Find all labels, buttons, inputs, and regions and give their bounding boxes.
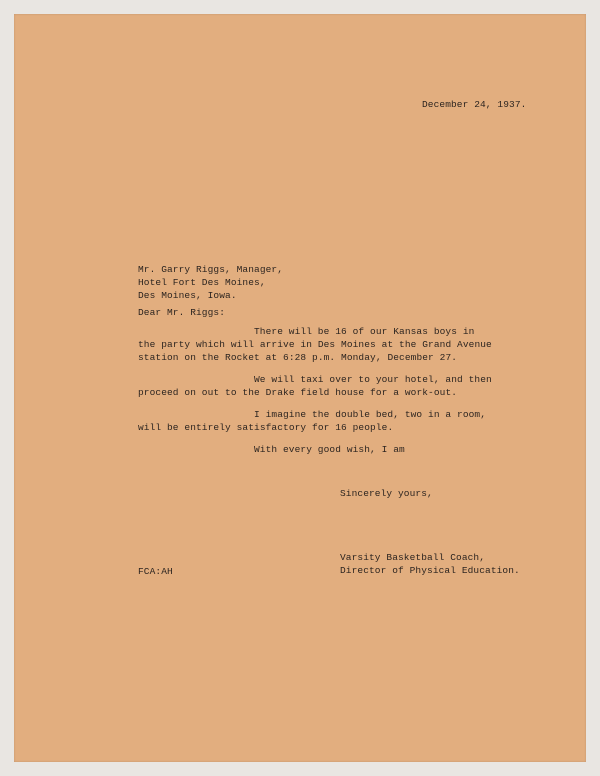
paragraph-4-line: With every good wish, I am xyxy=(254,444,405,455)
signature-block xyxy=(340,551,520,577)
reference-initials: FCA:AH xyxy=(138,566,173,577)
signature-title: Varsity Basketball Coach, xyxy=(340,552,486,563)
letter-date: December 24, 1937. xyxy=(422,99,527,110)
paragraph-gap xyxy=(138,399,492,408)
paragraph-1-line: There will be 16 of our Kansas boys in xyxy=(254,326,475,337)
paragraph-3-line: will be entirely satisfactory for 16 people. xyxy=(138,422,394,433)
paragraph-1-line: the party which will arrive in Des Moines at the Grand Avenue xyxy=(138,339,492,350)
paragraph-1-line: station on the Rocket at 6:28 p.m. Monday, December 27. xyxy=(138,352,458,363)
signature-title: Director of Physical Education. xyxy=(340,565,520,576)
address-line: Mr. Garry Riggs, Manager, xyxy=(138,264,284,275)
paragraph-gap xyxy=(138,434,492,443)
letter-body xyxy=(138,325,492,456)
address-line: Hotel Fort Des Moines, xyxy=(138,277,266,288)
paragraph-3-line: I imagine the double bed, two in a room, xyxy=(254,409,487,420)
letter-page xyxy=(14,14,586,762)
salutation: Dear Mr. Riggs: xyxy=(138,307,226,318)
paragraph-gap xyxy=(138,364,492,373)
inside-address xyxy=(138,263,283,302)
paragraph-2-line: We will taxi over to your hotel, and then xyxy=(254,374,492,385)
complimentary-closing: Sincerely yours, xyxy=(340,488,433,499)
address-line: Des Moines, Iowa. xyxy=(138,290,237,301)
paragraph-2-line: proceed on out to the Drake field house for a work-out. xyxy=(138,387,458,398)
